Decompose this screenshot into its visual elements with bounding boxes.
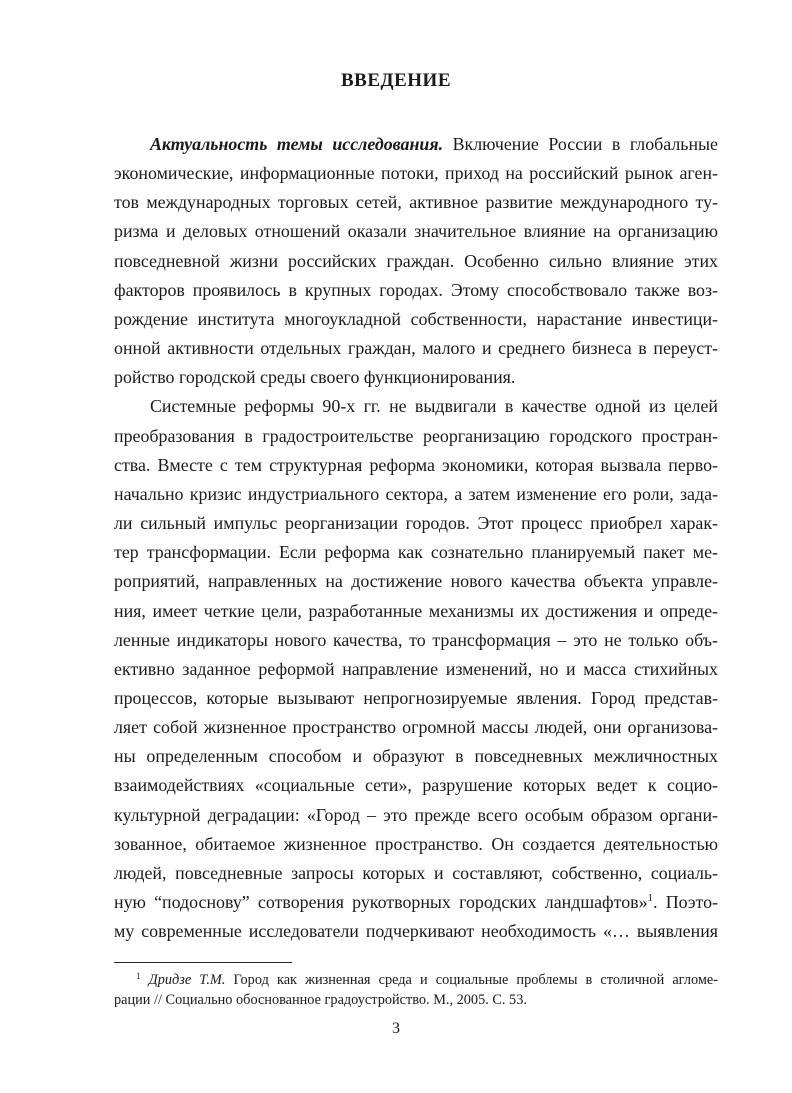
footnote bbox=[114, 970, 718, 1010]
text-line: ства. Вместе с тем структурная реформа экономики, которая вызвала перво- bbox=[114, 454, 718, 475]
text-line: ективно заданное реформой направление изменений, но и масса стихийных bbox=[114, 658, 718, 679]
footnote-marker: 1 bbox=[136, 971, 141, 981]
text-line: Системные реформы 90-х гг. не выдвигали в качестве одной из целей bbox=[150, 396, 718, 417]
page-title: ВВЕДЕНИЕ bbox=[341, 70, 451, 91]
text-line: онной активности отдельных граждан, малого и среднего бизнеса в переуст- bbox=[114, 338, 718, 359]
text-line: повседневной жизни российских граждан. Особенно сильно влияние этих bbox=[114, 250, 718, 271]
text-line: зованное, обитаемое жизненное пространство. Он создается деятельностью bbox=[114, 833, 718, 854]
footnote-divider bbox=[114, 962, 292, 963]
text-line: культурной деградации: «Город – это прежде всего особым образом органи- bbox=[114, 804, 718, 825]
text-line: ленные индикаторы нового качества, то трансформация – это не только объ- bbox=[114, 629, 718, 650]
text-line: начально кризис индустриального сектора, а затем изменение его роли, зада- bbox=[114, 483, 718, 504]
text-line: ляет собой жизненное пространство огромной массы людей, они организова- bbox=[114, 717, 718, 738]
text-line: ризма и деловых отношений оказали значительное влияние на организацию bbox=[114, 221, 718, 242]
footnote-author: Дридзе Т.М. bbox=[148, 972, 226, 988]
text-line: ли сильный импульс реорганизации городов. Этот процесс приобрел харак- bbox=[114, 513, 718, 534]
text-line: ройство городской среды своего функционирования. bbox=[114, 367, 516, 388]
text-line: рождение института многоукладной собственности, нарастание инвестици- bbox=[114, 308, 718, 329]
text-line: Актуальность темы исследования. Включение России в глобальные bbox=[150, 134, 718, 154]
body-text bbox=[114, 130, 718, 946]
text-line: тер трансформации. Если реформа как сознательно планируемый пакет ме- bbox=[114, 542, 718, 563]
text-line: людей, повседневные запросы которых и составляют, собственно, социаль- bbox=[114, 862, 718, 883]
text-line: экономические, информационные потоки, приход на российский рынок аген- bbox=[114, 163, 718, 184]
text-line: ную “подоснову” сотворения рукотворных городских ландшафтов»$^1$. Поэто- bbox=[114, 892, 718, 913]
text-line: роприятий, направленных на достижение нового качества объекта управле- bbox=[114, 571, 718, 592]
topic-lead: Актуальность темы исследования. bbox=[150, 134, 444, 154]
text-line: факторов проявилось в крупных городах. Этому способствовало также воз- bbox=[114, 279, 718, 300]
text-line: тов международных торговых сетей, активное развитие международного ту- bbox=[114, 192, 718, 213]
text-line: ния, имеет четкие цели, разработанные механизмы их достижения и опреде- bbox=[114, 600, 718, 621]
footnote-line: $^1$ Дридзе Т.М. Город как жизненная среда и социальные проблемы в столичной агломе- bbox=[136, 971, 718, 988]
text-line: взаимодействиях «социальные сети», разрушение которых ведет к социо- bbox=[114, 775, 718, 796]
footnote-line: рации // Социально обоснованное градоустройство. М., 2005. С. 53. bbox=[114, 992, 527, 1008]
page-number: 3 bbox=[392, 1020, 400, 1037]
text-line: ны определенным способом и образуют в повседневных межличностных bbox=[114, 746, 718, 767]
text-line: процессов, которые вызывают непрогнозируемые явления. Город представ- bbox=[114, 687, 718, 708]
text-line: преобразования в градостроительстве реорганизацию городского простран- bbox=[114, 425, 718, 446]
footnote-reference[interactable]: 1 bbox=[647, 892, 654, 905]
text-line: му современные исследователи подчеркивают необходимость «… выявления bbox=[114, 921, 718, 942]
